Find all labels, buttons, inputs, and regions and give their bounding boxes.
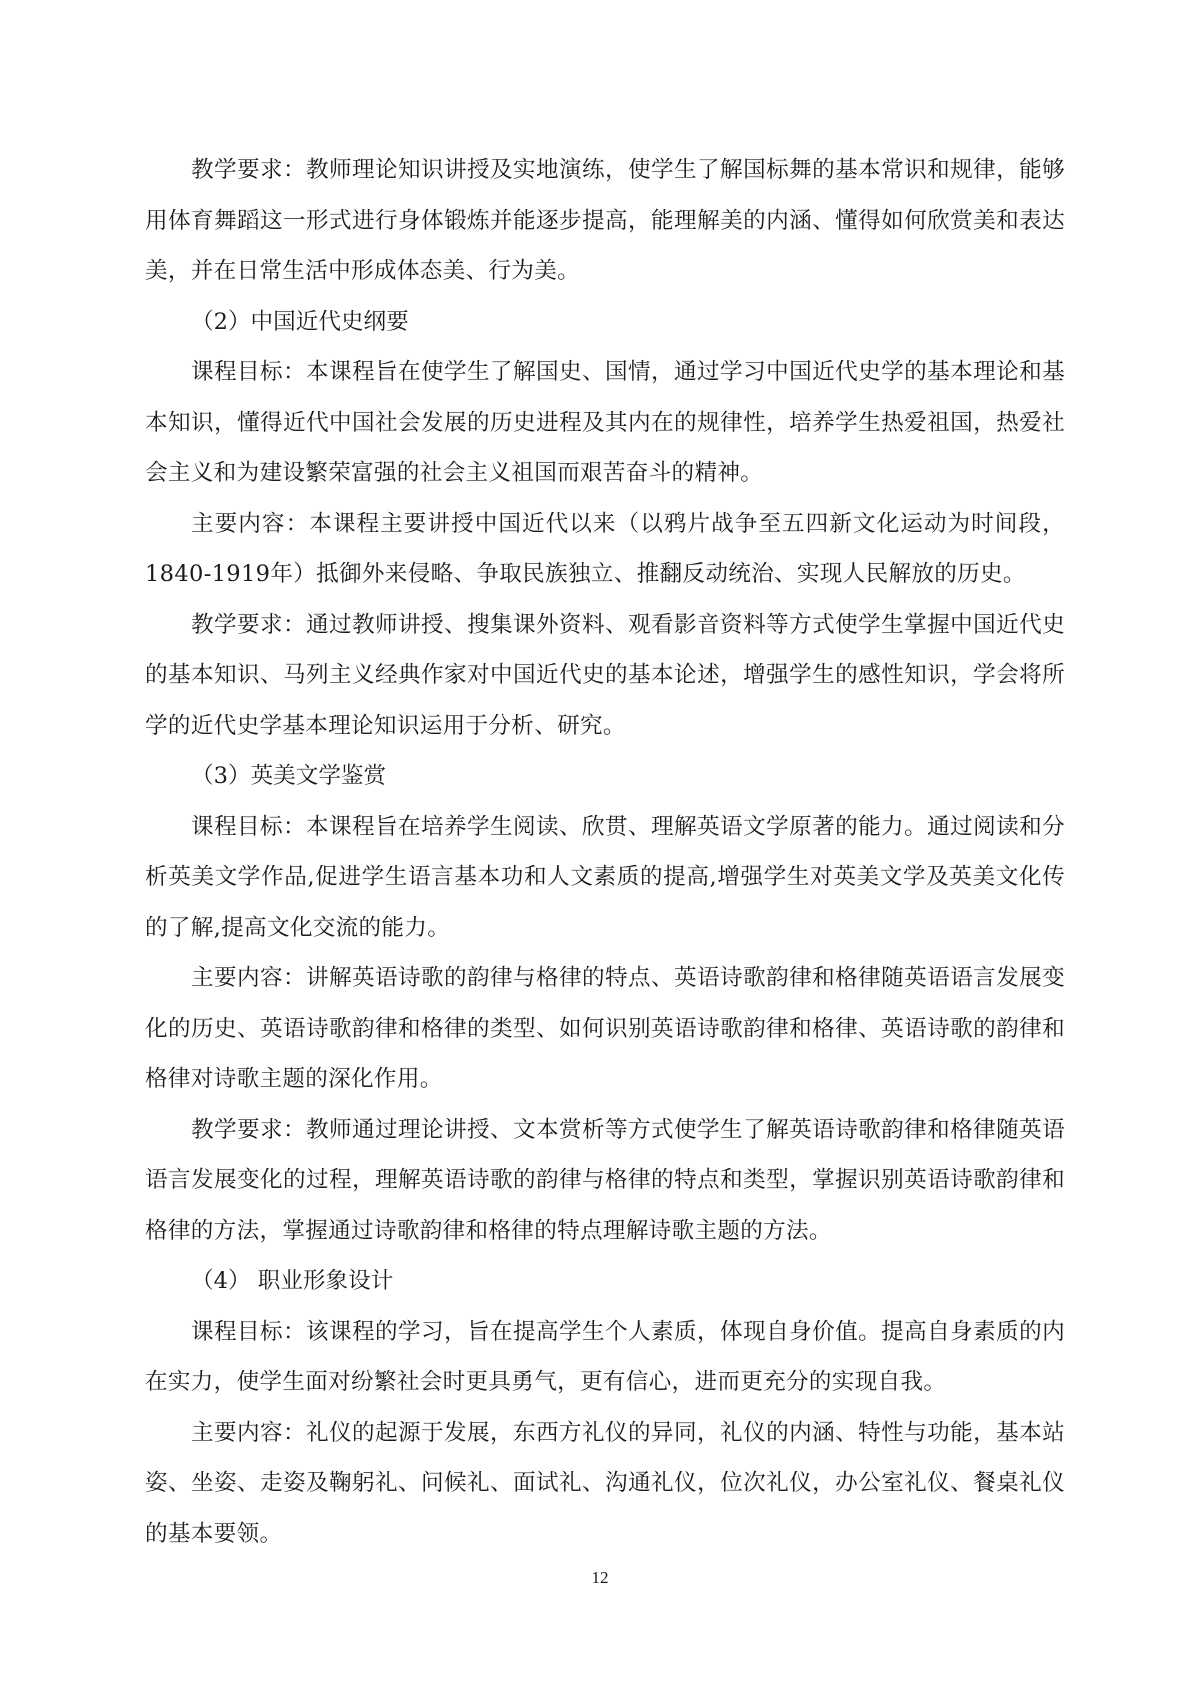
section-heading-modern-history: （2）中国近代史纲要 (191, 308, 409, 335)
paragraph-teaching-requirements-literature: 教学要求：教师通过理论讲授、文本赏析等方式使学生了解英语诗歌韵律和格律随英语语言发展变化的过程，理解英语诗歌的韵律与格律的特点和类型，掌握识别英语诗歌韵律和格律的方法，掌握通过诗歌韵律和格律的特点理解诗歌主题的方法。 (145, 1116, 1065, 1244)
section-heading-literature: （3）英美文学鉴赏 (191, 763, 387, 789)
paragraph-main-content-literature: 主要内容：讲解英语诗歌的韵律与格律的特点、英语诗歌韵律和格律随英语语言发展变化的历史、英语诗歌韵律和格律的类型、如何识别英语诗歌韵律和格律、英语诗歌的韵律和格律对诗歌主题的深化作用。 (145, 965, 1065, 1092)
page-number: 12 (591, 1568, 609, 1587)
paragraph-course-goal-image-design: 课程目标：该课程的学习，旨在提高学生个人素质，体现自身价值。提高自身素质的内在实力，使学生面对纷繁社会时更具勇气，更有信心，进而更充分的实现自我。 (145, 1318, 1065, 1395)
paragraph-main-content-image-design: 主要内容：礼仪的起源于发展，东西方礼仪的异同，礼仪的内涵、特性与功能，基本站姿、坐姿、走姿及鞠躬礼、问候礼、面试礼、沟通礼仪，位次礼仪，办公室礼仪、餐桌礼仪的基本要领。 (145, 1419, 1065, 1547)
document-body (145, 145, 1065, 1559)
paragraph-teaching-requirements-dance: 教学要求：教师理论知识讲授及实地演练，使学生了解国标舞的基本常识和规律，能够用体育舞蹈这一形式进行身体锻炼并能逐步提高，能理解美的内涵、懂得如何欣赏美和表达美，并在日常生活中形成体态美、行为美。 (145, 157, 1065, 284)
paragraph-main-content-history: 主要内容：本课程主要讲授中国近代以来（以鸦片战争至五四新文化运动为时间段，1840-1919年）抵御外来侵略、争取民族独立、推翻反动统治、实现人民解放的历史。 (145, 510, 1065, 587)
paragraph-teaching-requirements-history: 教学要求：通过教师讲授、搜集课外资料、观看影音资料等方式使学生掌握中国近代史的基本知识、马列主义经典作家对中国近代史的基本论述，增强学生的感性知识，学会将所学的近代史学基本理论知识运用于分析、研究。 (145, 611, 1065, 739)
paragraph-course-goal-history: 课程目标：本课程旨在使学生了解国史、国情，通过学习中国近代史学的基本理论和基本知识，懂得近代中国社会发展的历史进程及其内在的规律性，培养学生热爱祖国，热爱社会主义和为建设繁荣富强的社会主义祖国而艰苦奋斗的精神。 (145, 359, 1065, 486)
paragraph-course-goal-literature: 课程目标：本课程旨在培养学生阅读、欣贯、理解英语文学原著的能力。通过阅读和分析英美文学作品,促进学生语言基本功和人文素质的提高,增强学生对英美文学及英美文化传的了解,提高文化交流的能力。 (145, 813, 1065, 941)
section-heading-image-design: （4） 职业形象设计 (191, 1268, 394, 1294)
